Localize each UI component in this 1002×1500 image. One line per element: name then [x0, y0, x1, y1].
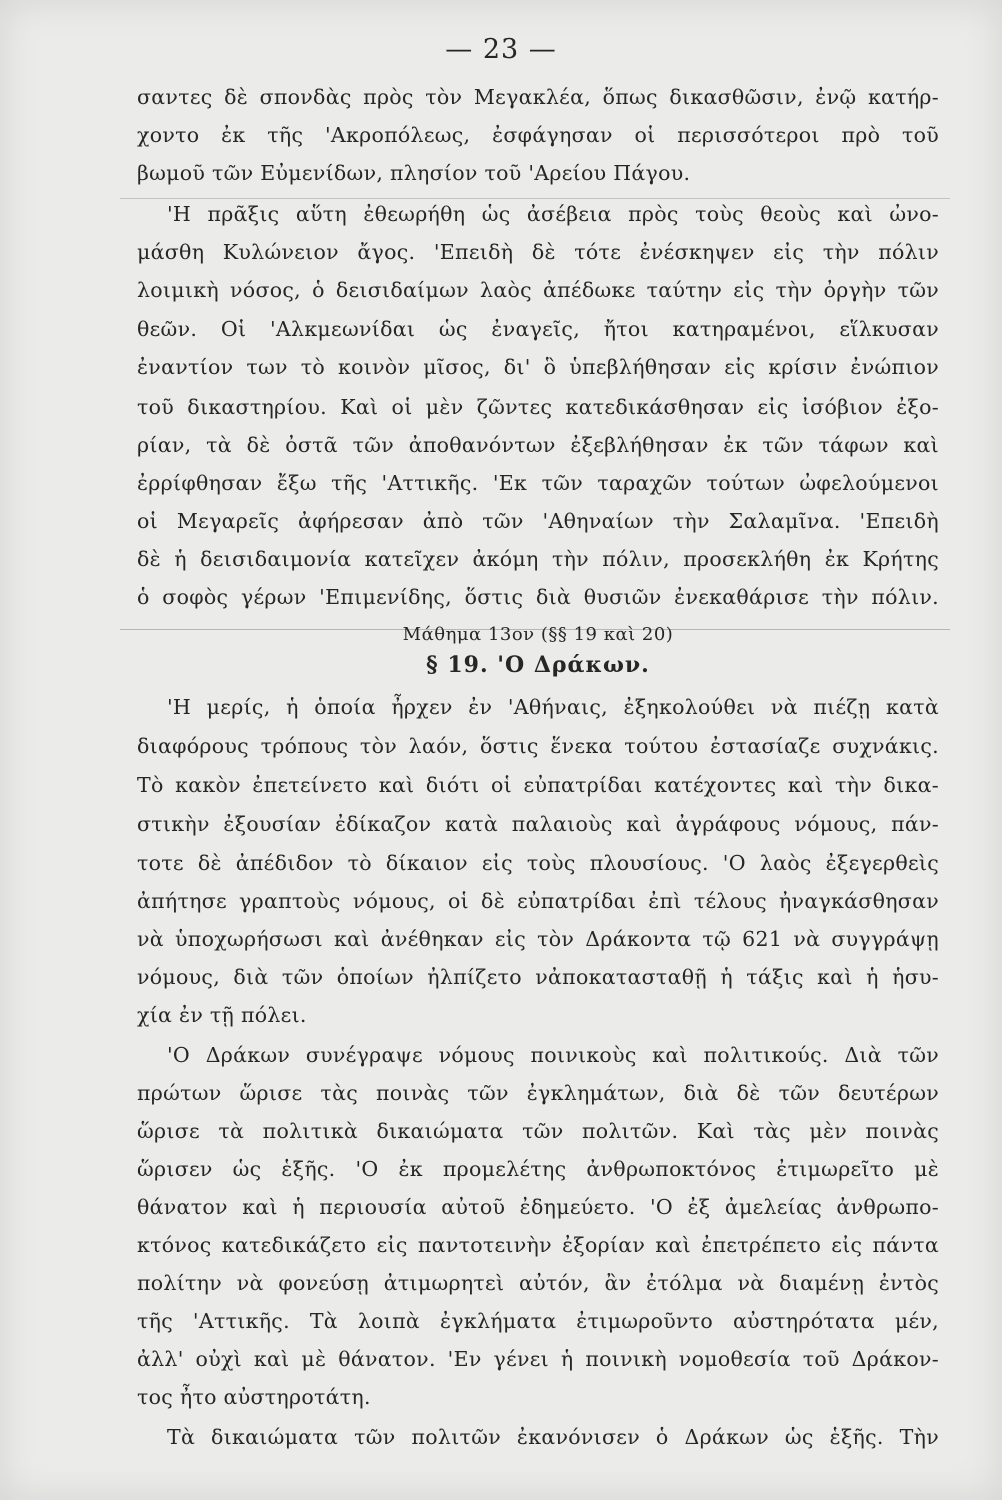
text-line: σαντες δὲ σπονδὰς πρὸς τὸν Μεγακλέα, ὅπως δικασθῶσιν, ἐνῷ κατήρ-: [137, 85, 939, 109]
text-line: πρώτων ὥρισε τὰς ποινὰς τῶν ἐγκλημάτων, διὰ δὲ τῶν δευτέρων: [137, 1081, 939, 1105]
section-heading: § 19. 'Ο Δράκων.: [426, 652, 650, 678]
text-line: νὰ ὑποχωρήσωσι καὶ ἀνέθηκαν εἰς τὸν Δράκοντα τῷ 621 νὰ συγγράψῃ: [137, 927, 939, 951]
text-line: νόμους, διὰ τῶν ὁποίων ἠλπίζετο νἀποκατασταθῇ ἡ τάξις καὶ ἡ ἡσυ-: [137, 965, 939, 989]
text-line: τοῦ δικαστηρίου. Καὶ οἱ μὲν ζῶντες κατεδικάσθησαν εἰς ἰσόβιον ἐξο-: [137, 395, 939, 419]
text-line: χία ἐν τῇ πόλει.: [137, 1003, 307, 1027]
text-line: ἀλλ' οὐχὶ καὶ μὲ θάνατον. 'Εν γένει ἡ ποινικὴ νομοθεσία τοῦ Δράκον-: [137, 1347, 939, 1371]
text-line: 'Ο Δράκων συνέγραψε νόμους ποινικοὺς καὶ πολιτικούς. Διὰ τῶν: [167, 1043, 939, 1067]
text-line: τοτε δὲ ἀπέδιδον τὸ δίκαιον εἰς τοὺς πλουσίους. 'Ο λαὸς ἐξεγερθεὶς: [137, 851, 939, 875]
text-line: 'Η μερίς, ἡ ὁποία ἦρχεν ἐν 'Αθήναις, ἐξηκολούθει νὰ πιέζῃ κατὰ: [167, 695, 939, 719]
text-line: θάνατον καὶ ἡ περιουσία αὐτοῦ ἐδημεύετο. 'Ο ἐξ ἀμελείας ἀνθρωπο-: [137, 1195, 939, 1219]
text-line: οἱ Μεγαρεῖς ἀφήρεσαν ἀπὸ τῶν 'Αθηναίων τὴν Σαλαμῖνα. 'Επειδὴ: [137, 509, 939, 533]
page-number: — 23 —: [445, 34, 557, 65]
text-line: ἐναντίον των τὸ κοινὸν μῖσος, δι' ὃ ὑπεβλήθησαν εἰς κρίσιν ἐνώπιον: [137, 355, 939, 379]
text-line: τῆς 'Αττικῆς. Τὰ λοιπὰ ἐγκλήματα ἐτιμωροῦντο αὐστηρότατα μέν,: [137, 1309, 939, 1333]
text-line: ἀπήτησε γραπτοὺς νόμους, οἱ δὲ εὐπατρίδαι ἐπὶ τέλους ἠναγκάσθησαν: [137, 889, 939, 913]
text-line: ὥρισε τὰ πολιτικὰ δικαιώματα τῶν πολιτῶν. Καὶ τὰς μὲν ποινὰς: [137, 1119, 939, 1143]
text-line: τος ἦτο αὐστηροτάτη.: [137, 1385, 371, 1409]
text-line: ὥρισεν ὡς ἑξῆς. 'Ο ἐκ προμελέτης ἀνθρωποκτόνος ἐτιμωρεῖτο μὲ: [137, 1157, 939, 1181]
text-line: χοντο ἐκ τῆς 'Ακροπόλεως, ἐσφάγησαν οἱ περισσότεροι πρὸ τοῦ: [137, 123, 939, 147]
text-line: ρίαν, τὰ δὲ ὀστᾶ τῶν ἀποθανόντων ἐξεβλήθησαν ἐκ τῶν τάφων καὶ: [137, 433, 939, 457]
text-line: διαφόρους τρόπους τὸν λαόν, ὅστις ἕνεκα τούτου ἐστασίαζε συχνάκις.: [137, 734, 939, 758]
text-line: πολίτην νὰ φονεύσῃ ἀτιμωρητεὶ αὐτόν, ἂν ἐτόλμα νὰ διαμένῃ ἐντὸς: [137, 1271, 939, 1295]
text-line: θεῶν. Οἱ 'Αλκμεωνίδαι ὡς ἐναγεῖς, ἤτοι κατηραμένοι, εἵλκυσαν: [137, 317, 939, 341]
text-line: κτόνος κατεδικάζετο εἰς παντοτεινὴν ἐξορίαν καὶ ἐπετρέπετο εἰς πάντα: [137, 1233, 939, 1257]
text-line: μάσθη Κυλώνειον ἄγος. 'Επειδὴ δὲ τότε ἐνέσκηψεν εἰς τὴν πόλιν: [137, 240, 939, 264]
text-line: λοιμικὴ νόσος, ὁ δεισιδαίμων λαὸς ἀπέδωκε ταύτην εἰς τὴν ὀργὴν τῶν: [137, 278, 939, 302]
text-line: Τὰ δικαιώματα τῶν πολιτῶν ἐκανόνισεν ὁ Δράκων ὡς ἑξῆς. Τὴν: [167, 1425, 939, 1449]
lesson-reference: Μάθημα 13ον (§§ 19 καὶ 20): [402, 624, 674, 645]
text-line: στικὴν ἐξουσίαν ἐδίκαζον κατὰ παλαιοὺς καὶ ἀγράφους νόμους, πάν-: [137, 812, 939, 836]
text-line: Τὸ κακὸν ἐπετείνετο καὶ διότι οἱ εὐπατρίδαι κατέχοντες καὶ τὴν δικα-: [137, 773, 939, 797]
text-line: δὲ ἡ δεισιδαιμονία κατεῖχεν ἀκόμη τὴν πόλιν, προσεκλήθη ἐκ Κρήτης: [137, 547, 939, 571]
text-line: βωμοῦ τῶν Εὐμενίδων, πλησίον τοῦ 'Αρείου Πάγου.: [137, 161, 691, 185]
text-line: ἐρρίφθησαν ἔξω τῆς 'Αττικῆς. 'Εκ τῶν ταραχῶν τούτων ὠφελούμενοι: [137, 471, 939, 495]
text-line: ὁ σοφὸς γέρων 'Επιμενίδης, ὅστις διὰ θυσιῶν ἐνεκαθάρισε τὴν πόλιν.: [137, 585, 939, 609]
text-line: 'Η πρᾶξις αὕτη ἐθεωρήθη ὡς ἀσέβεια πρὸς τοὺς θεοὺς καὶ ὠνο-: [167, 202, 939, 226]
